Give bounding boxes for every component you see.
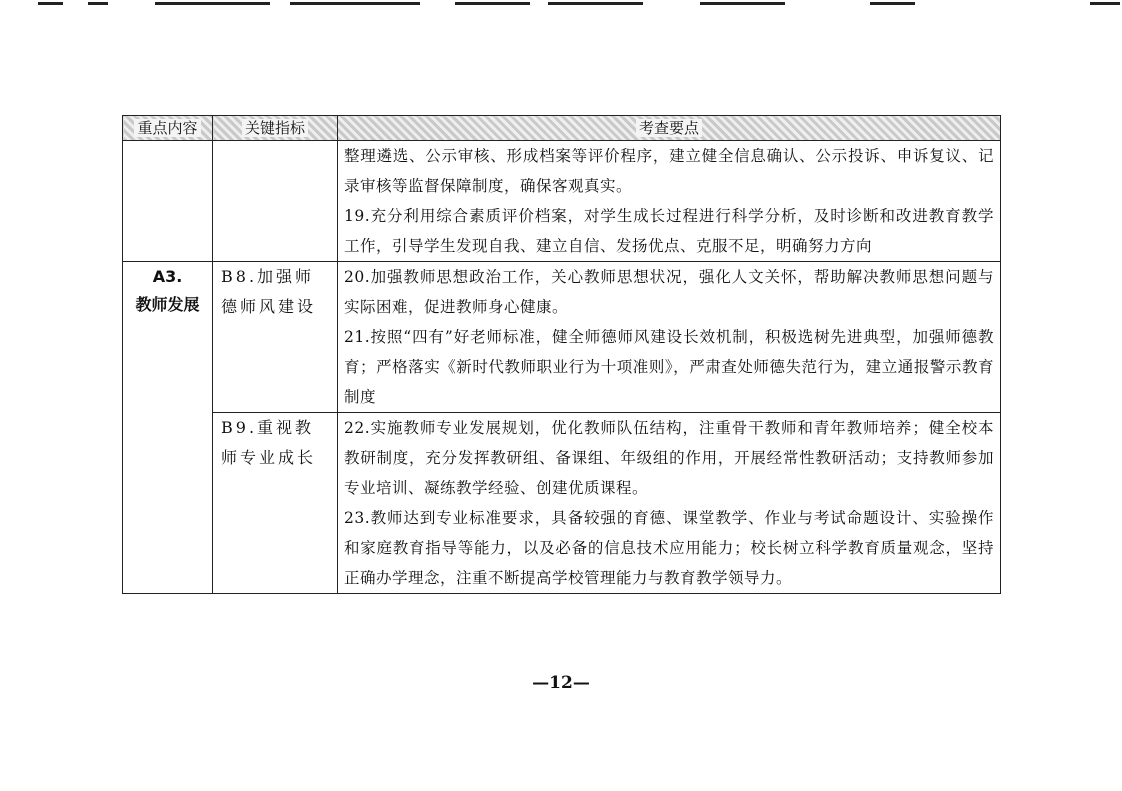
page-number: —12— bbox=[532, 673, 590, 693]
table-row-b8 bbox=[123, 262, 1001, 413]
header-key-indicator: 关键指标 bbox=[213, 116, 338, 141]
scan-edge-marks bbox=[0, 0, 1122, 8]
evaluation-table bbox=[122, 115, 1001, 594]
continuation-points-cell bbox=[338, 141, 1001, 262]
table-row-continuation bbox=[123, 141, 1001, 262]
indicator-b9: B9.重视教师专业成长 bbox=[213, 413, 338, 594]
key-code: A3. bbox=[152, 267, 183, 286]
points-cell-b9 bbox=[338, 413, 1001, 594]
key-title: 教师发展 bbox=[135, 295, 200, 314]
header-key-content: 重点内容 bbox=[123, 116, 213, 141]
point-23: 23.教师达到专业标准要求，具备较强的育德、课堂教学、作业与考试命题设计、实验操作和家庭教育指导等能力，以及必备的信息技术应用能力；校长树立科学教育质量观念，坚持正确办学理念，注重不断提高学校管理能力与教育教学领导力。 bbox=[344, 509, 994, 587]
indicator-b8: B8.加强师德师风建设 bbox=[213, 262, 338, 413]
point-text: 19.充分利用综合素质评价档案，对学生成长过程进行科学分析，及时诊断和改进教育教学工作，引导学生发现自我、建立自信、发扬优点、克服不足，明确努力方向 bbox=[344, 207, 994, 255]
table-header-row bbox=[123, 116, 1001, 141]
header-check-points: 考查要点 bbox=[338, 116, 1001, 141]
point-text: 整理遴选、公示审核、形成档案等评价程序，建立健全信息确认、公示投诉、申诉复议、记录审核等监督保障制度，确保客观真实。 bbox=[344, 147, 994, 195]
point-22: 22.实施教师专业发展规划，优化教师队伍结构，注重骨干教师和青年教师培养；健全校本教研制度，充分发挥教研组、备课组、年级组的作用，开展经常性教研活动；支持教师参加专业培训、凝练教学经验、创建优质课程。 bbox=[344, 419, 994, 497]
empty-indicator-cell bbox=[213, 141, 338, 262]
table-row-b9 bbox=[123, 413, 1001, 594]
point-21: 21.按照“四有”好老师标准，健全师德师风建设长效机制，积极选树先进典型，加强师德教育；严格落实《新时代教师职业行为十项准则》，严肃查处师德失范行为，建立通报警示教育制度 bbox=[344, 328, 994, 406]
point-20: 20.加强教师思想政治工作，关心教师思想状况，强化人文关怀，帮助解决教师思想问题与实际困难，促进教师身心健康。 bbox=[344, 268, 994, 316]
key-content-a3 bbox=[123, 262, 213, 594]
empty-key-cell bbox=[123, 141, 213, 262]
points-cell-b8 bbox=[338, 262, 1001, 413]
